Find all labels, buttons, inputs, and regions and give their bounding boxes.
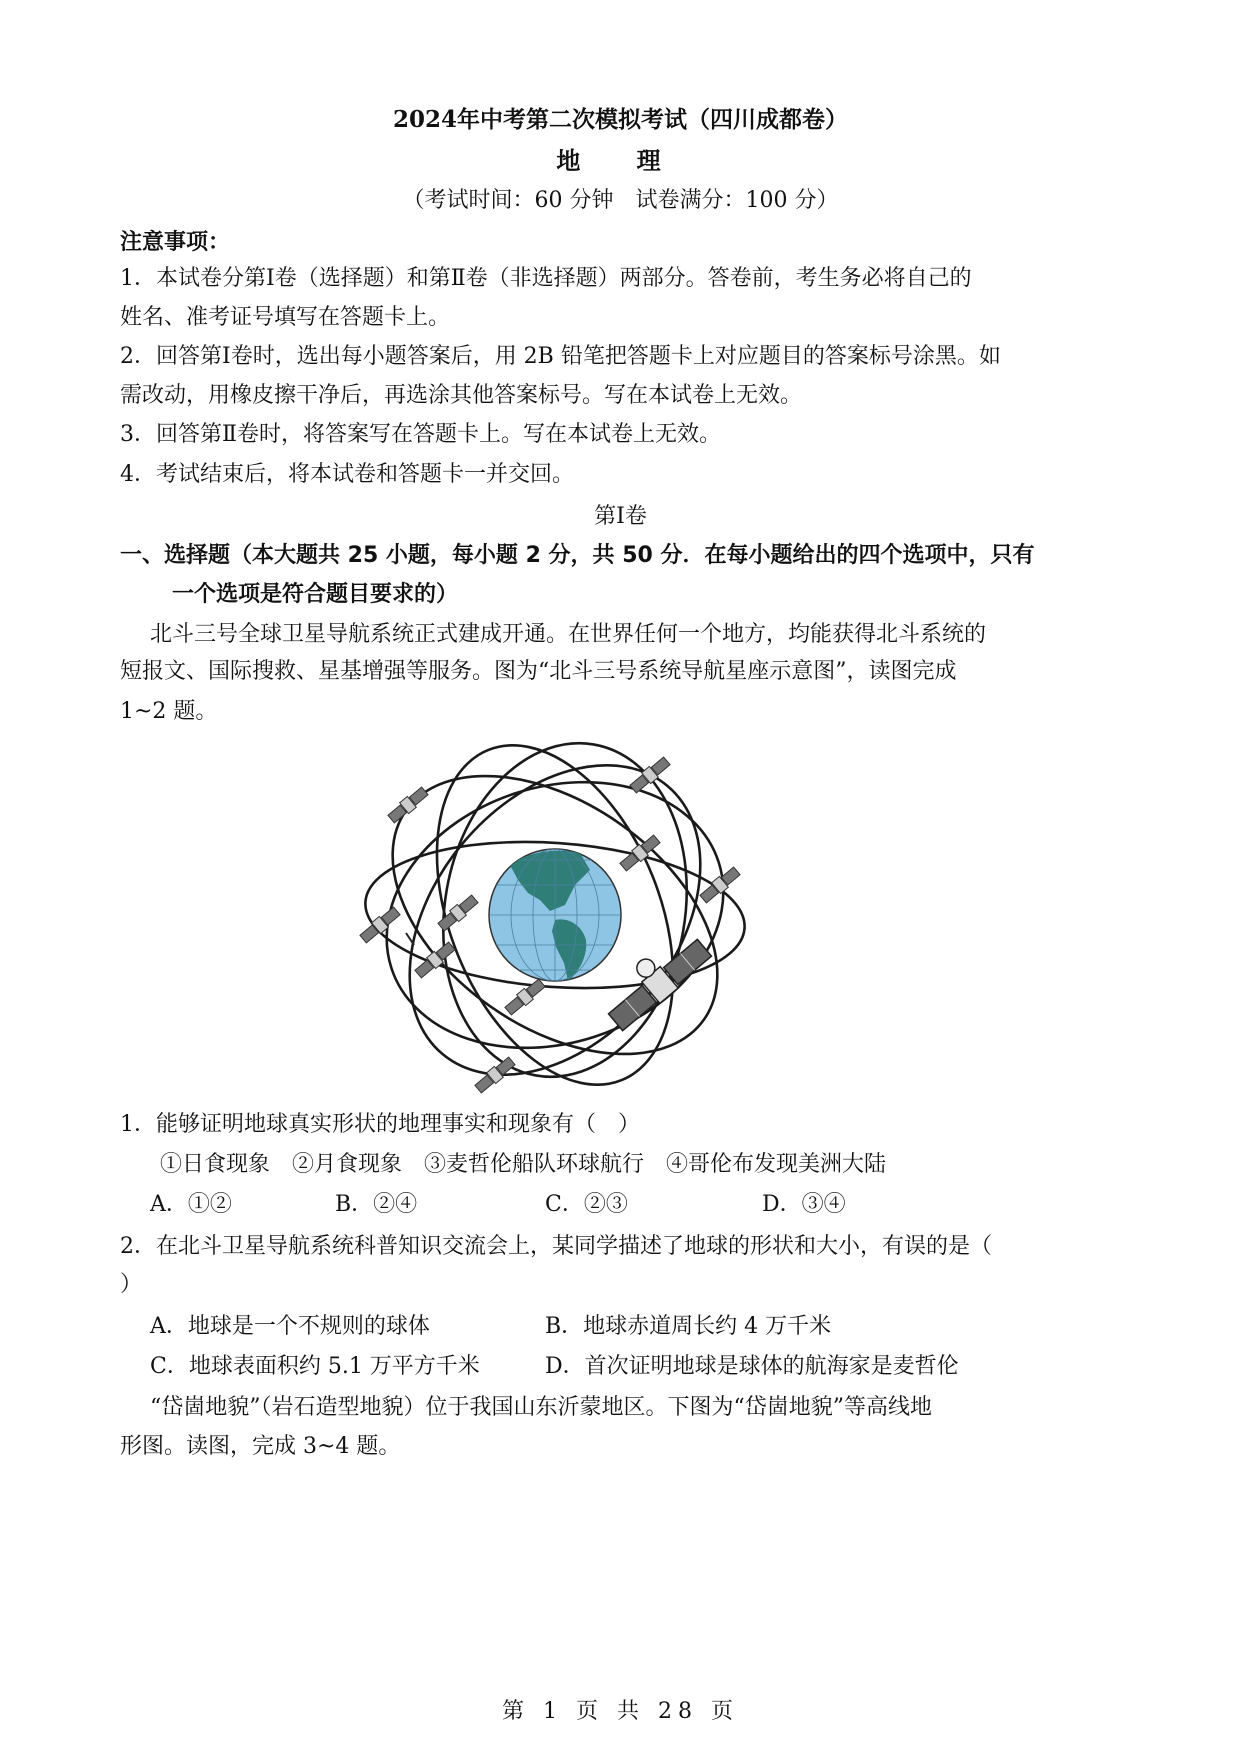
passage-line: 短报文、国际搜救、星基增强等服务。图为“北斗三号系统导航星座示意图”，读图完成 [120,659,957,684]
question-1-stem: 1．能够证明地球真实形状的地理事实和现象有（ ） [120,1112,640,1137]
question-2-stem-end: ） [120,1272,143,1297]
note-line: 3．回答第Ⅱ卷时，将答案写在答题卡上。写在本试卷上无效。 [120,422,721,447]
passage-line: “岱崮地貌”（岩石造型地貌）位于我国山东沂蒙地区。下图为“岱崮地貌”等高线地 [150,1395,932,1420]
subject-title: 地 理 [556,146,685,175]
section-heading-cont: 一个选项是符合题目要求的） [172,582,459,607]
question-2-option-c: C．地球表面积约 5.1 万平方千米 [150,1354,480,1379]
note-line: 姓名、准考证号填写在答题卡上。 [120,305,451,330]
beidou-constellation-figure [350,735,770,1105]
question-2-option-a: A．地球是一个不规则的球体 [150,1314,430,1339]
question-2-stem: 2．在北斗卫星导航系统科普知识交流会上，某同学描述了地球的形状和大小，有误的是（ [120,1234,993,1259]
note-line: 4．考试结束后，将本试卷和答题卡一并交回。 [120,462,574,487]
notes-heading: 注意事项： [120,230,231,255]
question-1-option-c: C．②③ [545,1192,628,1217]
question-2-option-b: B．地球赤道周长约 4 万千米 [545,1314,832,1339]
passage-line: 北斗三号全球卫星导航系统正式建成开通。在世界任何一个地方，均能获得北斗系统的 [150,622,987,647]
exam-title: 2024年中考第二次模拟考试（四川成都卷） [392,106,848,133]
exam-info: （考试时间：60 分钟 试卷满分：100 分） [402,188,839,213]
volume-title: 第Ⅰ卷 [594,504,647,529]
note-line: 1．本试卷分第Ⅰ卷（选择题）和第Ⅱ卷（非选择题）两部分。答卷前，考生务必将自己的 [120,266,972,291]
passage-line: 1~2 题。 [120,699,218,724]
question-2-option-d: D．首次证明地球是球体的航海家是麦哲伦 [545,1354,959,1379]
question-1-option-b: B．②④ [335,1192,418,1217]
question-1-items: ①日食现象 ②月食现象 ③麦哲伦船队环球航行 ④哥伦布发现美洲大陆 [160,1152,887,1177]
globe-icon [489,849,621,981]
note-line: 2．回答第Ⅰ卷时，选出每小题答案后，用 2B 铅笔把答题卡上对应题目的答案标号涂黑。如 [120,344,1001,369]
section-heading: 一、选择题（本大题共 25 小题，每小题 2 分，共 50 分．在每小题给出的四个选项中，只有 [120,543,1035,568]
question-1-option-a: A．①② [150,1192,232,1217]
note-line: 需改动，用橡皮擦干净后，再选涂其他答案标号。写在本试卷上无效。 [120,383,803,408]
passage-line: 形图。读图，完成 3~4 题。 [120,1434,401,1459]
question-1-option-d: D．③④ [762,1192,846,1217]
page-footer: 第 1 页 共 28 页 [502,1699,739,1724]
